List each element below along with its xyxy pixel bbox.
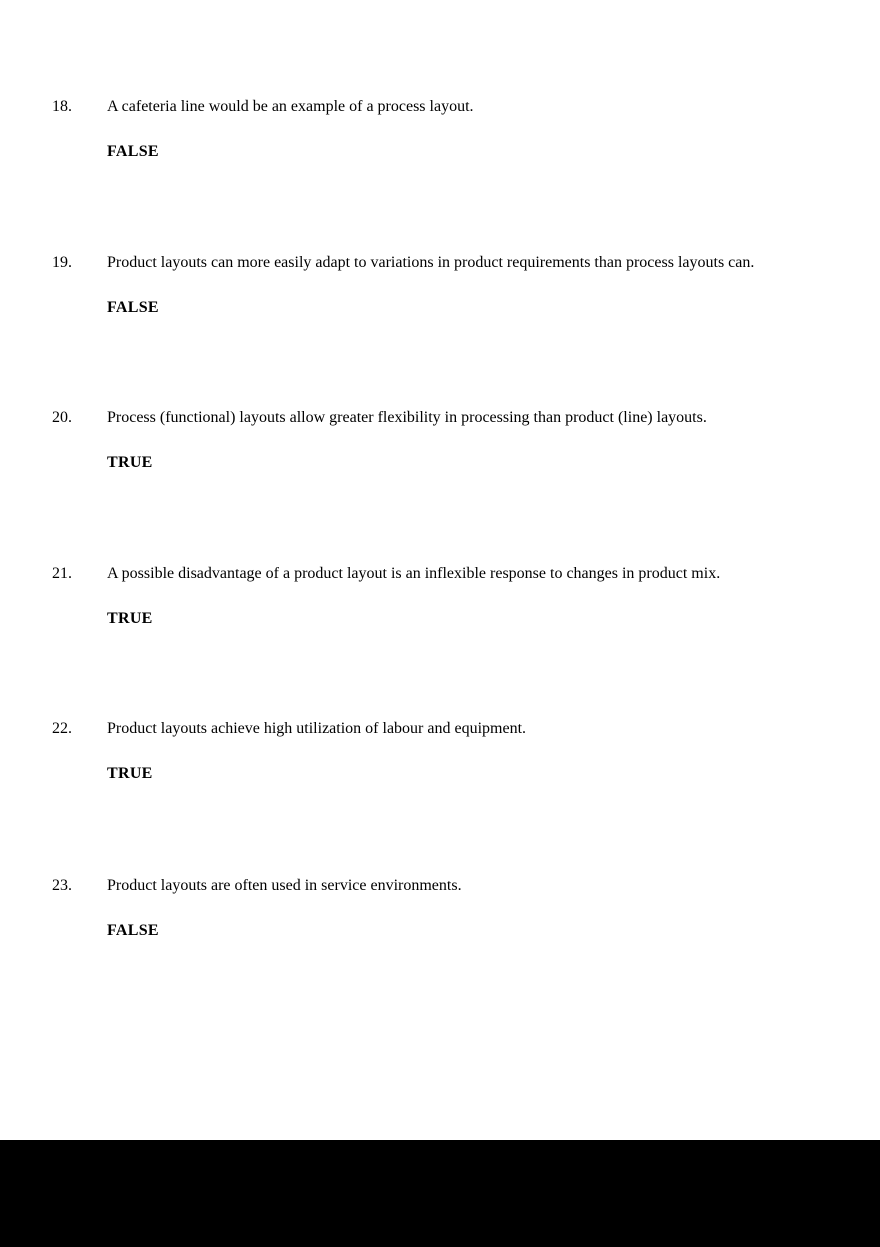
question-block-21 [0,564,880,629]
question-number: 18. [52,98,72,115]
question-answer: FALSE [107,299,159,316]
question-block-20 [0,408,880,473]
question-number: 20. [52,409,72,426]
question-block-18 [0,97,880,162]
question-number: 21. [52,565,72,582]
footer-black-bar [0,1140,880,1247]
question-number: 22. [52,720,72,737]
question-block-22 [0,719,880,784]
question-text: Process (functional) layouts allow greater flexibility in processing than product (line) layouts. [107,409,707,426]
question-answer: TRUE [107,610,153,627]
question-answer: FALSE [107,922,159,939]
question-row [0,97,880,117]
question-answer: FALSE [107,143,159,160]
question-answer: TRUE [107,454,153,471]
question-row [0,719,880,739]
question-text: A possible disadvantage of a product layout is an inflexible response to changes in product mix. [107,565,721,582]
question-number: 23. [52,877,72,894]
question-row [0,564,880,584]
question-row [0,876,880,896]
question-number: 19. [52,254,72,271]
question-row [0,408,880,428]
question-answer: TRUE [107,765,153,782]
question-text: A cafeteria line would be an example of a process layout. [107,98,474,115]
question-text: Product layouts are often used in service environments. [107,877,462,894]
question-text: Product layouts achieve high utilization of labour and equipment. [107,720,527,737]
question-block-23 [0,876,880,941]
question-text: Product layouts can more easily adapt to variations in product requirements than process layouts can. [107,254,755,271]
question-row [0,253,880,273]
question-block-19 [0,253,880,318]
